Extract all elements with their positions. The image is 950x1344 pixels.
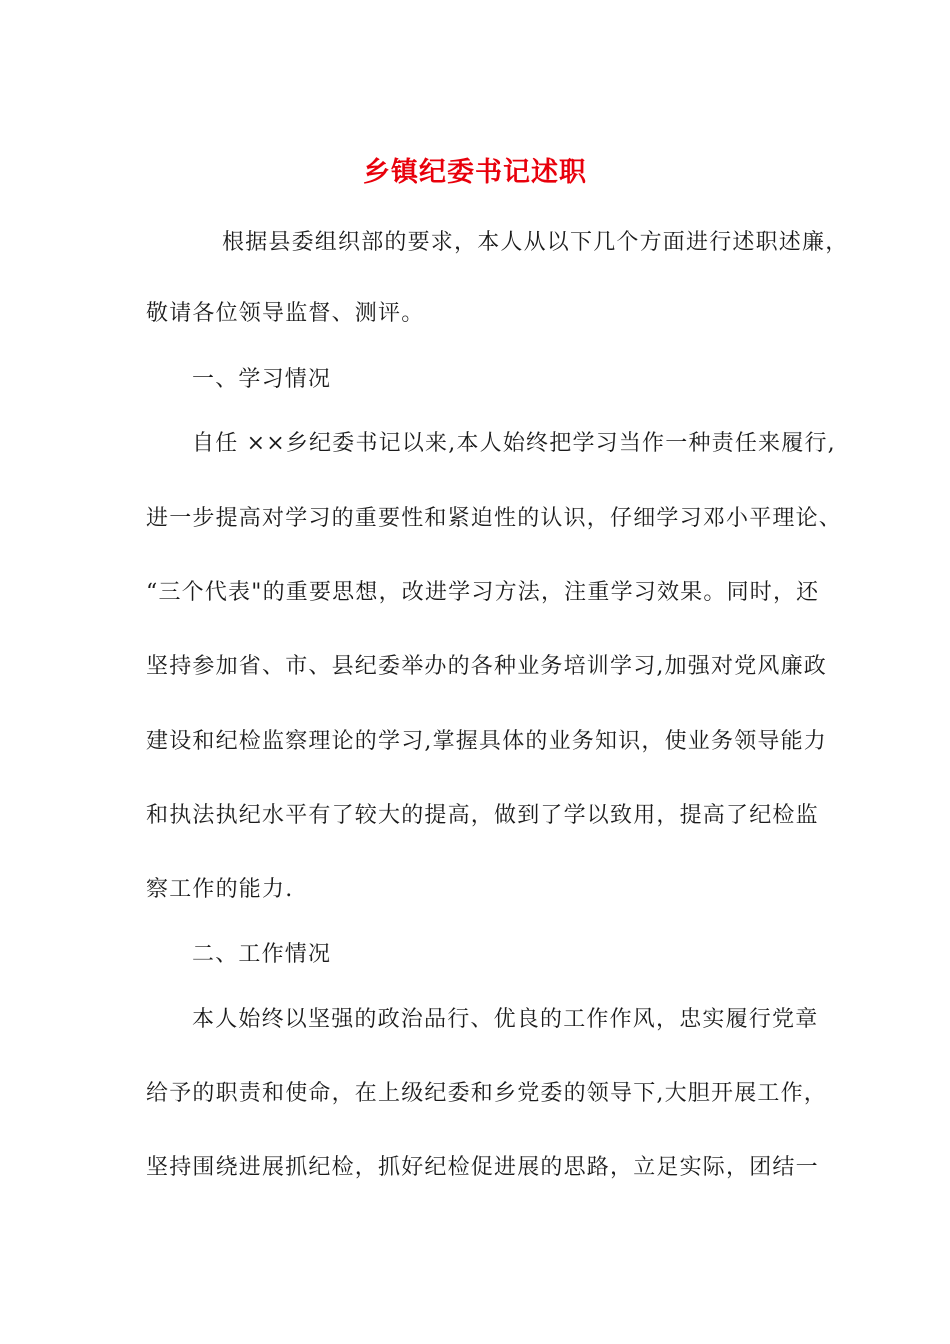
paragraph-line: 察工作的能力. <box>146 877 294 902</box>
paragraph-line: 敬请各位领导监督、测评。 <box>146 301 425 326</box>
paragraph-line: 坚持参加省、市、县纪委举办的各种业务培训学习,加强对党风廉政 <box>146 654 827 679</box>
paragraph-line: 给予的职责和使命，在上级纪委和乡党委的领导下,大胆开展工作， <box>146 1081 827 1106</box>
paragraph-line: 本人始终以坚强的政治品行、优良的工作作风，忠实履行党章 <box>192 1007 819 1032</box>
paragraph-line: 自任 ××乡纪委书记以来,本人始终把学习当作一种责任来履行, <box>192 431 836 456</box>
section-heading: 二、工作情况 <box>192 942 332 967</box>
section-heading: 一、学习情况 <box>192 367 332 392</box>
paragraph-line: 坚持围绕进展抓纪检，抓好纪检促进展的思路，立足实际，团结一 <box>146 1155 819 1180</box>
paragraph-line: 进一步提高对学习的重要性和紧迫性的认识，仔细学习邓小平理论、 <box>146 506 843 531</box>
document-title: 乡镇纪委书记述职 <box>363 157 587 188</box>
paragraph-line: 建设和纪检监察理论的学习,掌握具体的业务知识，使业务领导能力 <box>146 729 827 754</box>
paragraph-line: “三个代表"的重要思想，改进学习方法，注重学习效果。同时，还 <box>146 580 820 605</box>
paragraph-line: 和执法执纪水平有了较大的提高，做到了学以致用，提高了纪检监 <box>146 803 819 828</box>
paragraph-line: 根据县委组织部的要求，本人从以下几个方面进行述职述廉， <box>222 230 849 255</box>
